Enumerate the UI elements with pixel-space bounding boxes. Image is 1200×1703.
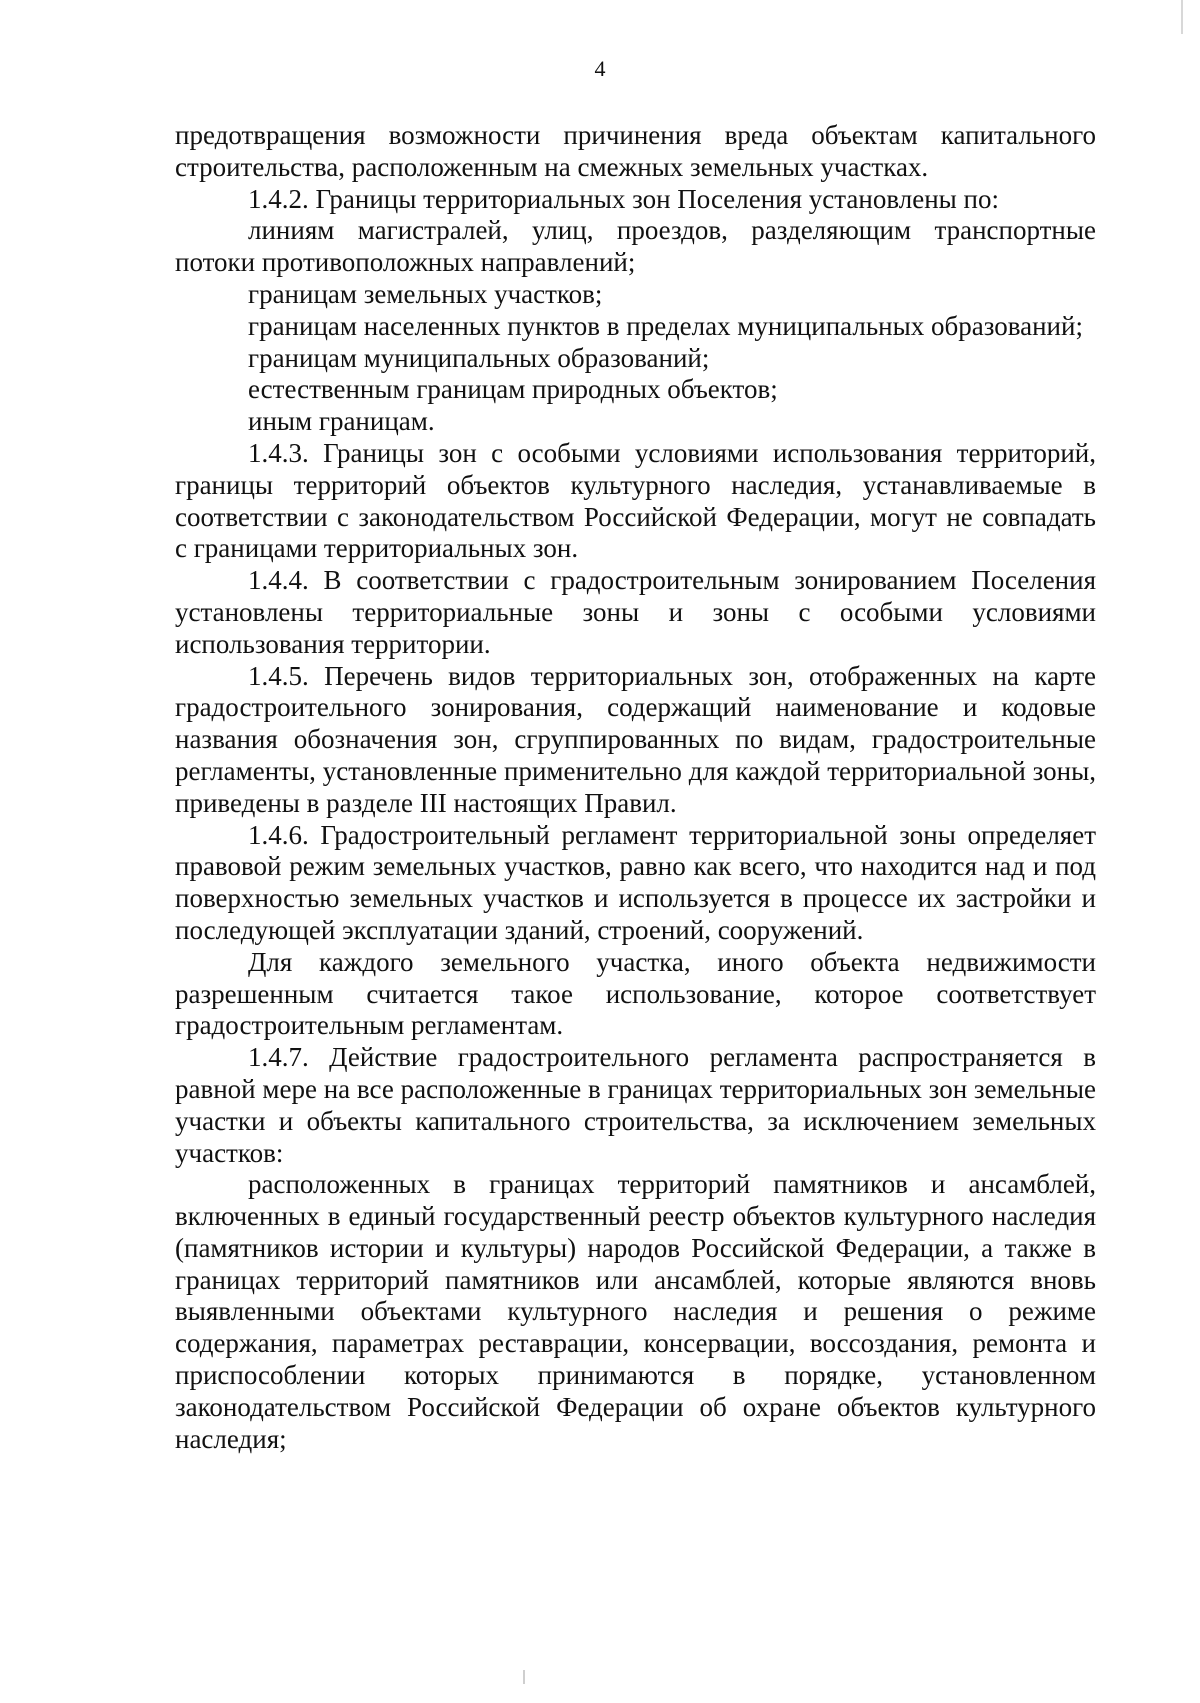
paragraph: границам земельных участков; — [248, 278, 603, 309]
paragraph: границам населенных пунктов в пределах муниципальных образований; — [248, 310, 1083, 341]
paragraph: 1.4.4. В соответствии с градостроительным зонированием Поселения установлены территориальные зоны и зоны с особыми условиями использования территории. — [175, 565, 1096, 659]
scan-edge-mark — [1181, 0, 1183, 34]
paragraph: линиям магистралей, улиц, проездов, разделяющим транспортные потоки противоположных направлений; — [175, 215, 1096, 278]
paragraph: 1.4.6. Градостроительный регламент территориальной зоны определяет правовой режим земельных участков, равно как всего, что находится над и под поверхностью земельных участков и используется в процессе их застройки и последующей эксплуатации зданий, строений, сооружений. — [175, 819, 1096, 945]
paragraph: 1.4.5. Перечень видов территориальных зон, отображенных на карте градостроительного зонирования, содержащий наименование и кодовые названия обозначения зон, сгруппированных по видам, градостроительные регламенты, установленные применительно для каждой территориальной зоны, приведены в разделе III настоящих Правил. — [175, 660, 1096, 818]
paragraph: 1.4.2. Границы территориальных зон Поселения установлены по: — [248, 183, 999, 214]
paragraph: расположенных в границах территорий памятников и ансамблей, включенных в единый государственный реестр объектов культурного наследия (памятников истории и культуры) народов Российской Федерации, а также в границах территорий памятников или ансамблей, которые являются вновь выявленными объектами культурного наследия и решения о режиме содержания, параметрах реставрации, консервации, воссоздания, ремонта и приспособлении которых принимаются в порядке, установленном законодательством Российской Федерации об охране объектов культурного наследия; — [175, 1169, 1096, 1454]
paragraph: иным границам. — [248, 406, 435, 437]
page-number: 4 — [594, 56, 606, 81]
scan-dust-mark — [523, 1670, 525, 1684]
paragraph: предотвращения возможности причинения вреда объектам капитального строительства, расположенным на смежных земельных участках. — [175, 120, 1096, 182]
paragraph: границам муниципальных образований; — [248, 342, 710, 373]
document-body — [175, 120, 1096, 1455]
paragraph: 1.4.7. Действие градостроительного регламента распространяется в равной мере на все расположенные в границах территориальных зон земельные участки и объекты капитального строительства, за исключением земельных участков: — [175, 1042, 1096, 1168]
paragraph: 1.4.3. Границы зон с особыми условиями использования территорий, границы территорий объектов культурного наследия, устанавливаемые в соответствии с законодательством Российской Федерации, могут не совпадать с границами территориальных зон. — [175, 437, 1096, 564]
paragraph: естественным границам природных объектов; — [248, 374, 778, 405]
paragraph: Для каждого земельного участка, иного объекта недвижимости разрешенным считается такое использование, которое соответствует градостроительным регламентам. — [175, 946, 1096, 1041]
